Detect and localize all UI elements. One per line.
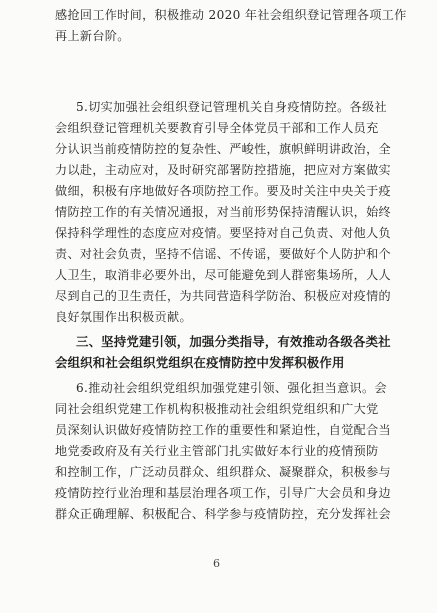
text-line: 人卫生，取消非必要外出，尽可能避免到人群密集场所，人人 (55, 268, 391, 282)
section-heading: 三、坚持党建引领，加强分类指导，有效推动各级各类社 (76, 334, 391, 349)
text-line: 感抢回工作时间，积极推动 2020 年社会组织登记管理各项工作 (55, 8, 407, 22)
text-line: 同社会组织党建工作机构积极推动社会组织党组织和广大党 (55, 402, 379, 416)
text-line: 情防控工作的有关情况通报，对当前形势保持清醒认识，始终 (55, 205, 391, 219)
text-line: 力以赴，主动应对，及时研究部署防控措施，把应对方案做实 (55, 163, 391, 177)
text-line: 和控制工作，广泛动员群众、组织群众、凝聚群众，积极参与 (55, 465, 391, 479)
text-line: 疫情防控行业治理和基层治理各项工作，引导广大会员和身边 (55, 486, 391, 500)
text-line: 保持科学理性的态度应对疫情。要坚持对自己负责、对他人负 (55, 226, 391, 240)
page-number: 6 (213, 557, 220, 570)
section-heading: 会组织和社会组织党组织在疫情防控中发挥积极作用 (55, 355, 345, 370)
text-line: 会组织登记管理机关要教育引导全体党员干部和工作人员充 (55, 121, 379, 135)
text-line: 再上新台阶。 (55, 29, 130, 43)
text-line: 员深刻认识做好疫情防控工作的重要性和紧迫性，自觉配合当 (55, 423, 391, 437)
text-line: 群众正确理解、积极配合、科学参与疫情防控，充分发挥社会 (55, 507, 391, 521)
text-line: 地党委政府及有关行业主管部门扎实做好本行业的疫情预防 (55, 444, 379, 458)
text-line: 良好氛围作出积极贡献。 (55, 310, 192, 324)
text-line: 尽到自己的卫生责任，为共同营造科学防治、积极应对疫情的 (55, 289, 391, 303)
text-line: 做细，积极有序地做好各项防控工作。要及时关注中央关于疫 (55, 184, 391, 198)
text-line: 6.推动社会组织党组织加强党建引领、强化担当意识。会 (76, 381, 387, 395)
text-line: 5.切实加强社会组织登记管理机关自身疫情防控。各级社 (76, 100, 387, 114)
text-line: 责、对社会负责，坚持不信谣、不传谣，要做好个人防护和个 (55, 247, 391, 261)
text-line: 分认识当前疫情防控的复杂性、严峻性，旗帜鲜明讲政治，全 (55, 142, 391, 156)
